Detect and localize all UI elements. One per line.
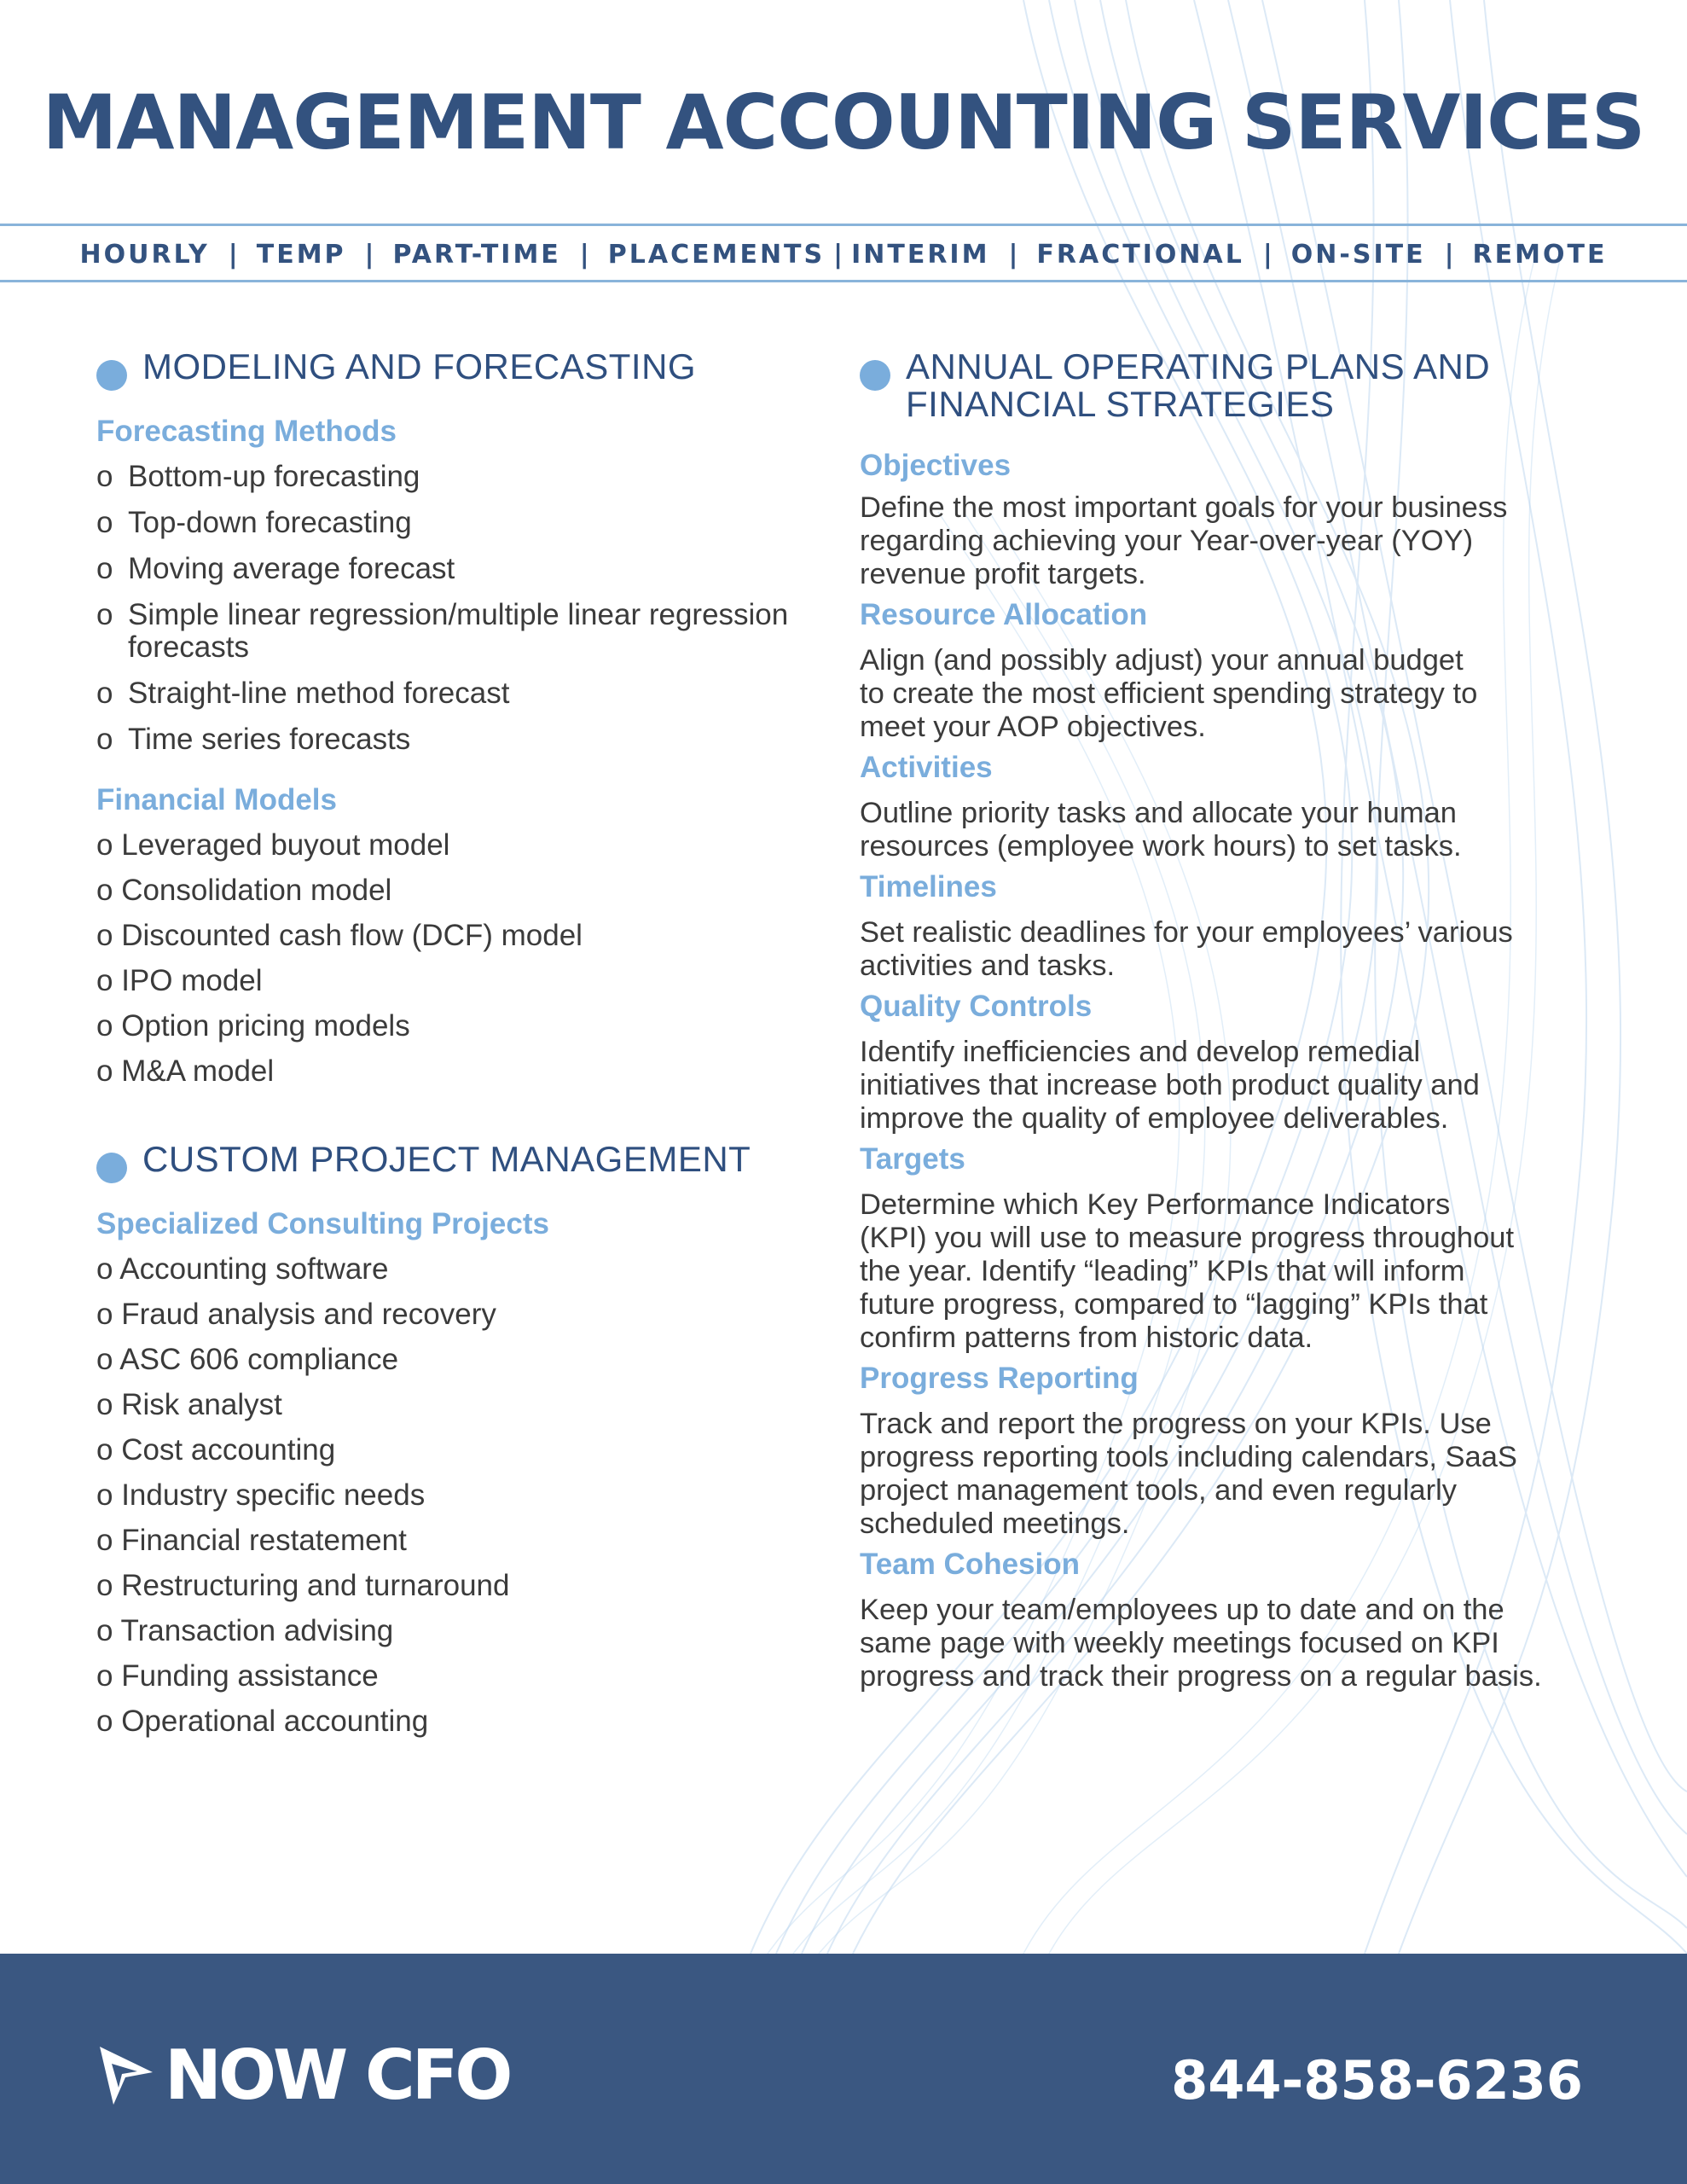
service-interim: INTERIM	[851, 239, 990, 270]
subheading-forecasting-methods: Forecasting Methods	[96, 415, 397, 448]
section-heading-line2: FINANCIAL STRATEGIES	[906, 384, 1335, 424]
paragraph-activities: Outline priority tasks and allocate your human resources (employee work hours) to set tasks.	[860, 797, 1462, 863]
paragraph-targets: Determine which Key Performance Indicators (KPI) you will use to measure progress throughout the year. Identify “leading” KPIs that will inform future progress, compared to “lagging” KPIs that confirm patterns from historic data.	[860, 1188, 1515, 1354]
list-item: o Option pricing models	[96, 1009, 410, 1043]
list-item: o Top-down forecasting	[96, 506, 412, 539]
list-item: o Simple linear regression/multiple linear regression forecasts	[96, 598, 789, 664]
list-item: o Fraud analysis and recovery	[96, 1298, 496, 1331]
service-fractional: FRACTIONAL	[1036, 239, 1244, 270]
list-item: o Funding assistance	[96, 1659, 379, 1693]
bullet-dot-icon	[96, 1153, 127, 1183]
list-item: o Operational accounting	[96, 1705, 429, 1738]
section-custom-project-management	[96, 1141, 796, 1178]
subheading-objectives: Objectives	[860, 449, 1012, 482]
paragraph-progress-reporting: Track and report the progress on your KPIs. Use progress reporting tools including calendars, SaaS project management tools, and even regularly scheduled meetings.	[860, 1408, 1517, 1540]
paragraph-team-cohesion: Keep your team/employees up to date and on the same page with weekly meetings focused on KPI progress and track their progress on a regular basis.	[860, 1594, 1542, 1693]
consulting-projects-list	[96, 1253, 796, 1738]
page-title: MANAGEMENT ACCOUNTING SERVICES	[42, 78, 1645, 166]
section-heading: CUSTOM PROJECT MANAGEMENT	[142, 1139, 751, 1179]
paragraph-resource-allocation: Align (and possibly adjust) your annual budget to create the most efficient spending strategy to meet your AOP objectives.	[860, 644, 1478, 743]
subheading-quality-controls: Quality Controls	[860, 990, 1093, 1023]
service-remote: REMOTE	[1472, 239, 1608, 270]
service-bar-bottom-rule	[0, 280, 1687, 282]
list-item: o Accounting software	[96, 1252, 389, 1286]
list-item: o Transaction advising	[96, 1614, 394, 1647]
bullet-dot-icon	[860, 360, 890, 391]
subheading-financial-models: Financial Models	[96, 783, 337, 816]
aop-blocks	[860, 447, 1610, 1693]
paragraph-timelines: Set realistic deadlines for your employees’ various activities and tasks.	[860, 916, 1513, 982]
section-modeling-forecasting	[96, 348, 796, 386]
section-annual-operating-plans	[860, 348, 1610, 423]
bullet-dot-icon	[96, 360, 127, 391]
list-item: o ASC 606 compliance	[96, 1343, 399, 1376]
footer-band	[0, 1954, 1687, 2184]
list-item: o Bottom-up forecasting	[96, 460, 420, 493]
subheading-resource-allocation: Resource Allocation	[860, 598, 1148, 631]
subheading-timelines: Timelines	[860, 870, 997, 903]
logo-arrow-icon	[96, 2043, 156, 2108]
financial-models-list	[96, 829, 796, 1088]
service-placements: PLACEMENTS	[607, 239, 826, 270]
list-item: o Financial restatement	[96, 1524, 407, 1557]
list-item: o Discounted cash flow (DCF) model	[96, 919, 583, 952]
left-column	[96, 348, 796, 1751]
subheading-specialized-consulting: Specialized Consulting Projects	[96, 1207, 549, 1240]
list-item: o Straight-line method forecast	[96, 677, 510, 710]
list-item: o Leveraged buyout model	[96, 828, 450, 862]
list-item: o Time series forecasts	[96, 723, 411, 756]
list-item: o Industry specific needs	[96, 1478, 426, 1512]
brand-name: NOW CFO	[165, 2036, 510, 2115]
service-bar-top-rule	[0, 224, 1687, 226]
service-temp: TEMP	[256, 239, 346, 270]
service-types-bar: HOURLY | TEMP | PART-TIME | PLACEMENTS | INTERIM | FRACTIONAL | ON-SITE | REMOTE	[79, 239, 1608, 270]
now-cfo-logo	[96, 2036, 509, 2115]
subheading-progress-reporting: Progress Reporting	[860, 1362, 1139, 1395]
subheading-team-cohesion: Team Cohesion	[860, 1548, 1081, 1581]
list-item: o Consolidation model	[96, 874, 392, 907]
phone-number[interactable]: 844-858-6236	[1171, 2049, 1583, 2111]
forecasting-methods-list	[96, 461, 796, 756]
section-heading-line1: ANNUAL OPERATING PLANS AND	[906, 346, 1491, 386]
service-on-site: ON-SITE	[1290, 239, 1426, 270]
service-hourly: HOURLY	[79, 239, 210, 270]
list-item: o IPO model	[96, 964, 263, 997]
list-item: o M&A model	[96, 1054, 275, 1088]
subheading-activities: Activities	[860, 751, 993, 784]
list-item: o Moving average forecast	[96, 552, 455, 585]
section-heading: MODELING AND FORECASTING	[142, 346, 697, 386]
paragraph-quality-controls: Identify inefficiencies and develop remedial initiatives that increase both product quality and improve the quality of employee deliverables.	[860, 1036, 1480, 1135]
paragraph-objectives: Define the most important goals for your business regarding achieving your Year-over-year (YOY) revenue profit targets.	[860, 491, 1508, 590]
right-column	[860, 348, 1610, 1693]
list-item: o Restructuring and turnaround	[96, 1569, 510, 1602]
subheading-targets: Targets	[860, 1142, 965, 1176]
service-part-time: PART-TIME	[392, 239, 561, 270]
list-item: o Risk analyst	[96, 1388, 282, 1421]
list-item: o Cost accounting	[96, 1433, 336, 1467]
